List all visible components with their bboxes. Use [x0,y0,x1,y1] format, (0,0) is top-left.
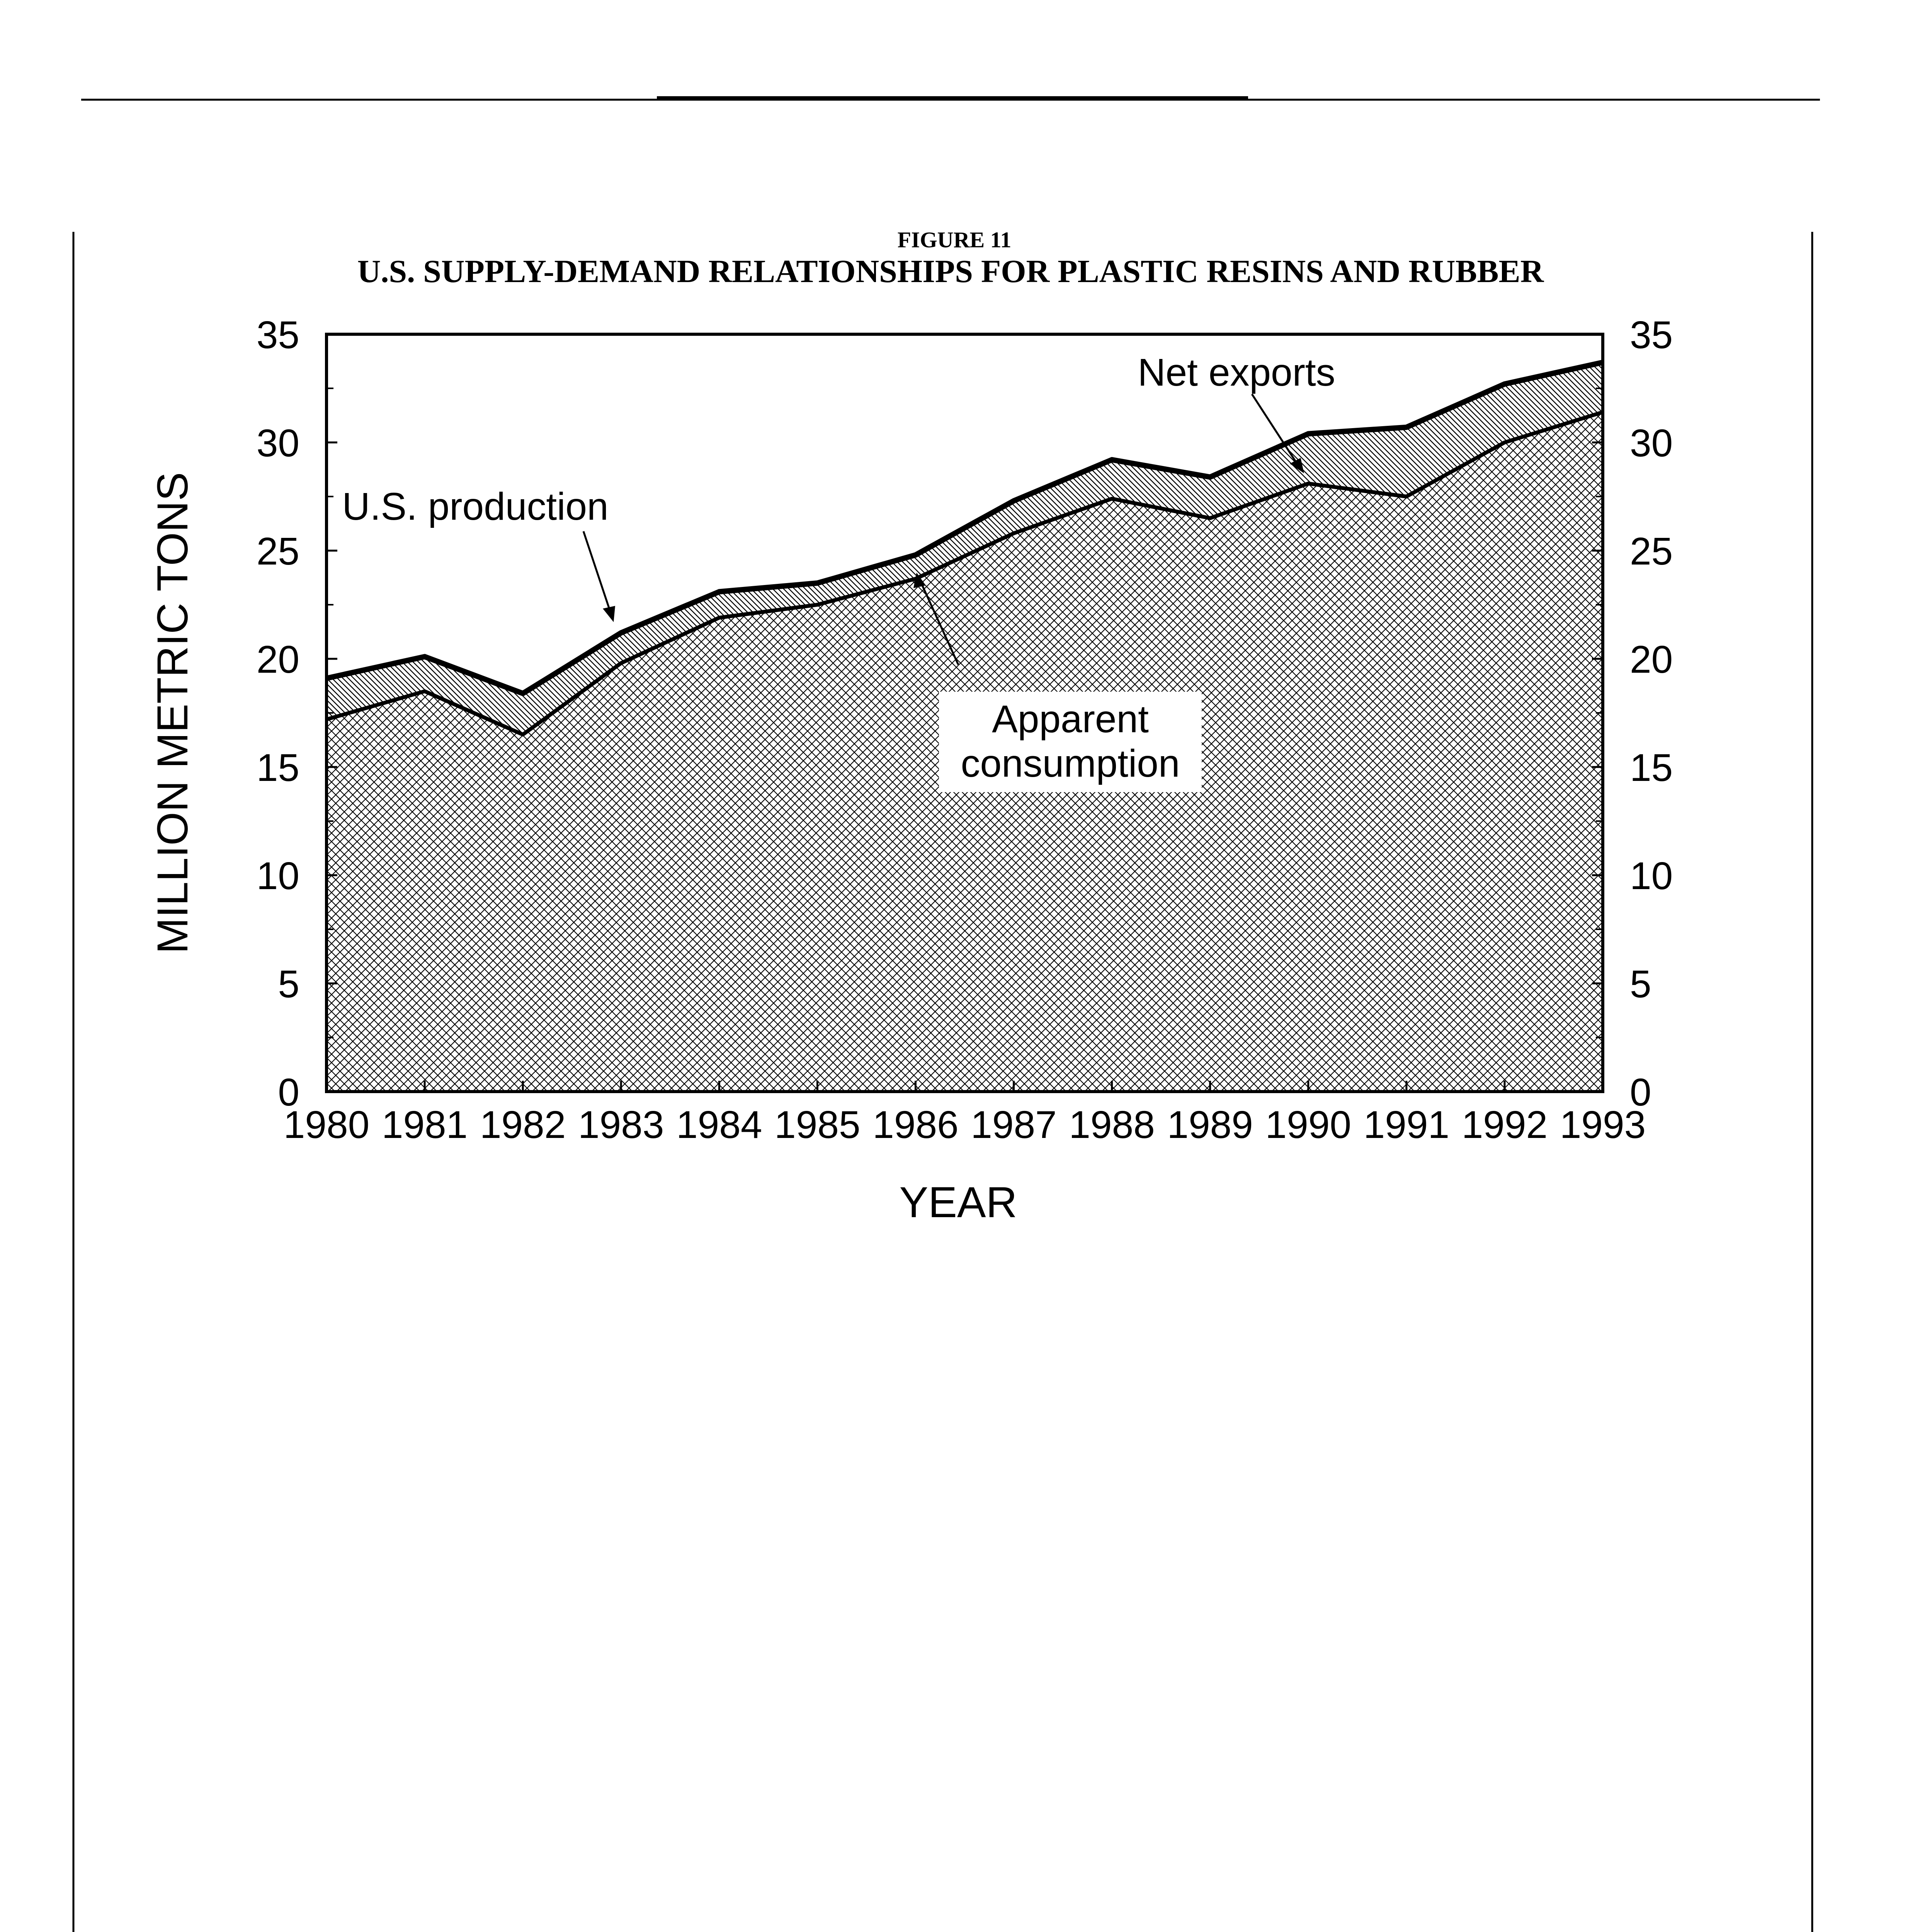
y-axis-title: MILLION METRIC TONS [148,472,197,954]
x-tick-label: 1987 [971,1103,1057,1146]
y-tick-label-left: 10 [256,854,299,898]
x-tick-label: 1991 [1363,1103,1450,1146]
production-point [325,677,328,680]
consumption-point [1209,517,1212,520]
apparent-consumption-label-line2: consumption [961,742,1180,785]
consumption-point [1307,482,1310,485]
production-point [619,631,622,634]
consumption-point [521,733,524,736]
consumption-point [423,690,426,693]
x-tick-label: 1993 [1560,1103,1646,1146]
x-tick-label: 1992 [1461,1103,1548,1146]
production-point [914,553,917,556]
consumption-point [1012,532,1015,535]
y-tick-label-right: 15 [1630,746,1673,789]
x-tick-label: 1982 [480,1103,566,1146]
consumption-point [718,616,721,619]
production-point [1209,476,1212,479]
production-point [1111,458,1114,461]
production-point [1307,432,1310,435]
x-tick-label: 1990 [1265,1103,1352,1146]
y-tick-label-right: 35 [1630,313,1673,357]
x-tick-label: 1984 [676,1103,762,1146]
apparent-consumption-label-line1: Apparent [992,697,1149,741]
consumption-point [325,718,328,721]
y-tick-label-right: 25 [1630,530,1673,573]
y-tick-label-left: 35 [256,313,299,357]
x-tick-label: 1983 [578,1103,664,1146]
y-tick-label-left: 15 [256,746,299,789]
y-tick-label-left: 0 [278,1071,299,1114]
y-tick-label-right: 0 [1630,1071,1651,1114]
production-point [1012,499,1015,502]
y-tick-label-right: 5 [1630,963,1651,1006]
us-production-arrow [583,531,611,612]
y-tick-label-left: 5 [278,963,299,1006]
x-tick-label: 1986 [872,1103,959,1146]
consumption-point [816,603,819,606]
consumption-point [1503,441,1506,444]
production-point [1405,426,1408,429]
y-tick-label-right: 30 [1630,422,1673,465]
production-point [1601,361,1604,364]
net-exports-label: Net exports [1138,351,1335,394]
consumption-point [1405,495,1408,498]
y-tick-label-left: 30 [256,422,299,465]
figure-label: FIGURE 11 [897,227,1012,252]
x-tick-label: 1989 [1167,1103,1253,1146]
consumption-point [619,662,622,665]
production-point [718,590,721,593]
consumption-point [1601,411,1604,414]
y-tick-label-right: 10 [1630,854,1673,898]
production-point [816,582,819,585]
us-production-arrowhead [603,606,615,622]
x-tick-label: 1985 [774,1103,861,1146]
production-point [1503,383,1506,386]
production-point [423,655,426,658]
us-production-label: U.S. production [342,485,609,528]
x-tick-label: 1988 [1069,1103,1155,1146]
x-tick-label: 1980 [283,1103,370,1146]
y-tick-label-right: 20 [1630,638,1673,681]
production-point [521,692,524,695]
y-tick-label-left: 25 [256,530,299,573]
y-tick-label-left: 20 [256,638,299,681]
x-axis-title: YEAR [899,1178,1017,1226]
consumption-point [1111,497,1114,500]
figure-title: U.S. SUPPLY-DEMAND RELATIONSHIPS FOR PLASTIC RESINS AND RUBBER [357,253,1544,289]
area-chart [148,313,1673,1226]
x-tick-label: 1981 [381,1103,468,1146]
